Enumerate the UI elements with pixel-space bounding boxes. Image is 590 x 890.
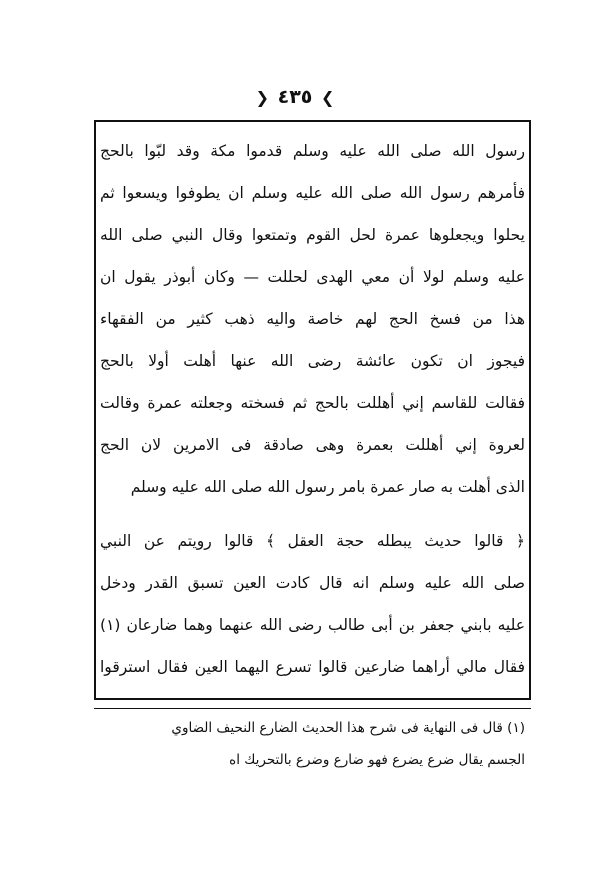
text-line: هذا من فسخ الحج لهم خاصة واليه ذهب كثير من الفقهاء (100, 310, 525, 328)
text-line: فيجوز ان تكون عائشة رضى الله عنها أهلت أولا بالحج (100, 352, 525, 370)
text-line: عليه بابني جعفر بن أبى طالب رضى الله عنهما وهما ضارعان (١) (100, 616, 525, 634)
text-line: صلى الله عليه وسلم انه قال كادت العين تسبق القدر ودخل (100, 574, 525, 592)
page-number-value: ٤٣٥ (277, 86, 313, 108)
text-line: فقال مالي أراهما ضارعين قالوا تسرع اليهما العين فقال استرقوا (100, 658, 525, 676)
main-text (100, 130, 525, 688)
section-heading-line: ﴿ قالوا حديث يبطله حجة العقل ﴾ قالوا رويتم عن النبي (100, 532, 525, 550)
footnote-divider (94, 708, 531, 709)
text-line: عليه وسلم لولا أن معي الهدى لحللت — وكان أبوذر يقول ان (100, 268, 525, 286)
text-line: فأمرهم رسول الله صلى الله عليه وسلم ان يطوفوا ويسعوا ثم (100, 184, 525, 202)
ornament-left-icon: ❮ (255, 88, 269, 107)
text-line: فقالت للقاسم إني أهللت بالحج ثم فسخته وجعلته عمرة وقالت (100, 394, 525, 412)
footnote-line: الجسم يقال ضرع يضرع فهو ضارع وضرع بالتحريك اه (229, 752, 525, 768)
footnotes (100, 712, 525, 776)
text-line: الذى أهلت به صار عمرة بامر رسول الله صلى الله عليه وسلم (130, 478, 525, 496)
text-line: لعروة إني أهللت بعمرة وهى صادقة فى الامرين لان الحج (100, 436, 525, 454)
ornament-right-icon: ❯ (321, 88, 335, 107)
footnote-line: (١) قال فى النهاية فى شرح هذا الحديث الضارع النحيف الضاوي (171, 720, 525, 736)
text-line: رسول الله صلى الله عليه وسلم قدموا مكة وقد لبّوا بالحج (100, 142, 525, 160)
text-line: يحلوا ويجعلوها عمرة لحل القوم وتمتعوا وقال النبي صلى الله (100, 226, 525, 244)
page-number (0, 86, 590, 108)
